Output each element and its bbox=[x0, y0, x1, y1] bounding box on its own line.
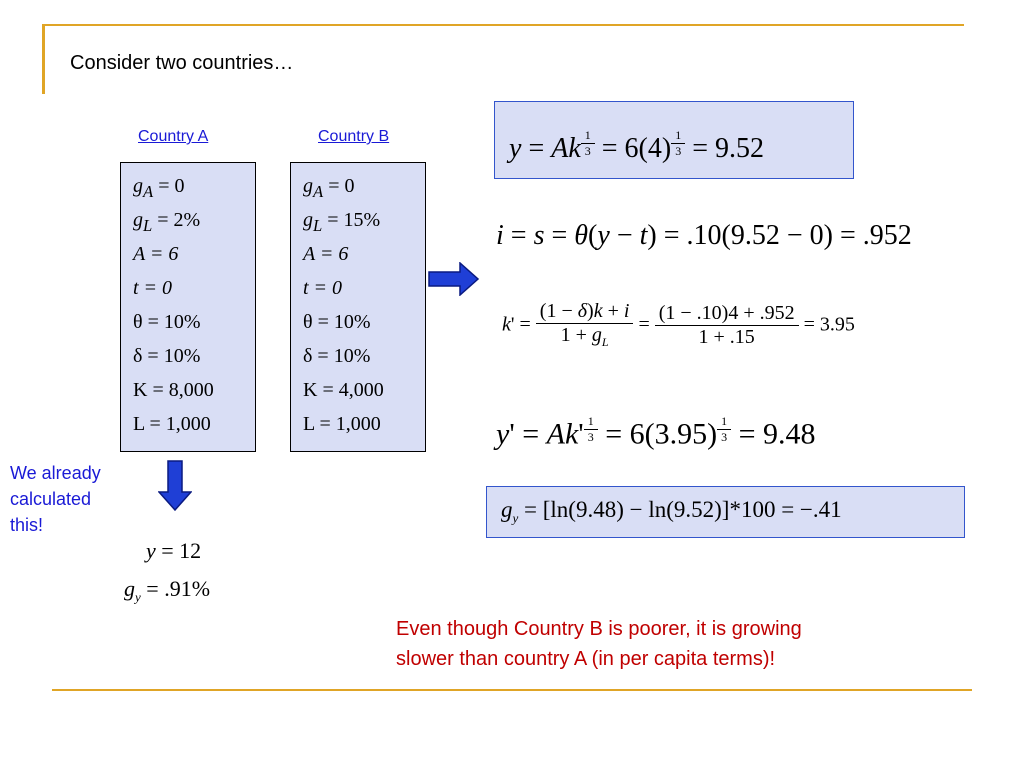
country-a-params bbox=[120, 162, 256, 452]
param-t: t = 0 bbox=[303, 277, 343, 299]
param-k: K = 8,000 bbox=[133, 379, 214, 401]
conclusion-line: slower than country A (in per capita terms)! bbox=[396, 648, 776, 670]
note-line: We already bbox=[10, 463, 101, 483]
param-ga: $g_A = 0$ bbox=[303, 175, 355, 201]
capital-next-equation: k' = $\frac{(1 - \delta)k + i}{1 + g_L}$ = $\frac{(1 - .10)4 + .952}{1 + .15}$ = 3.95 bbox=[502, 300, 855, 349]
param-a: A = 6 bbox=[303, 243, 349, 265]
top-rule bbox=[42, 24, 964, 26]
param-ga: $g_A = 0$ bbox=[133, 175, 185, 201]
note-line: this! bbox=[10, 515, 44, 535]
param-gl: $g_L = 15\%$ bbox=[303, 209, 381, 235]
param-a: A = 6 bbox=[133, 243, 179, 265]
conclusion-note bbox=[396, 614, 802, 674]
country-b-params bbox=[290, 162, 426, 452]
param-l: L = 1,000 bbox=[303, 413, 381, 435]
param-k: K = 4,000 bbox=[303, 379, 384, 401]
param-theta: θ = 10% bbox=[303, 311, 371, 333]
country-a-y: y = 12 bbox=[146, 538, 202, 563]
param-t: t = 0 bbox=[133, 277, 173, 299]
param-delta: δ = 10% bbox=[303, 345, 371, 367]
growth-equation: $g_y = [\ln(9.48) - \ln(9.52)]*100 = -.41$ bbox=[501, 497, 842, 526]
param-theta: θ = 10% bbox=[133, 311, 201, 333]
country-a-label: Country A bbox=[138, 128, 209, 145]
investment-equation: i = s = θ(y − t) = .10(9.52 − 0) = .952 bbox=[496, 220, 912, 251]
down-arrow-icon bbox=[158, 460, 192, 512]
output-b-equation: y = Ak $^{\frac{1}{3}}$ = 6(4) $^{\frac{1}{3}}$ = 9.52 bbox=[509, 128, 765, 164]
param-gl: $g_L = 2\%$ bbox=[133, 209, 201, 235]
left-accent-rule bbox=[42, 24, 45, 94]
right-arrow-icon bbox=[428, 262, 480, 296]
growth-box bbox=[486, 486, 965, 538]
slide-title: Consider two countries… bbox=[70, 52, 294, 74]
param-l: L = 1,000 bbox=[133, 413, 211, 435]
param-delta: δ = 10% bbox=[133, 345, 201, 367]
country-a-gy: $g_y = .91\%$ bbox=[124, 576, 211, 605]
country-b-label: Country B bbox=[318, 128, 390, 145]
output-b-box bbox=[494, 101, 854, 179]
conclusion-line: Even though Country B is poorer, it is growing bbox=[396, 618, 802, 640]
bottom-rule bbox=[52, 689, 972, 691]
note-line: calculated bbox=[10, 489, 92, 509]
already-calculated-note bbox=[10, 460, 101, 538]
output-next-equation: y' = Ak' $^{\frac{1}{3}}$ = 6(3.95) $^{\frac{1}{3}}$ = 9.48 bbox=[496, 414, 816, 451]
